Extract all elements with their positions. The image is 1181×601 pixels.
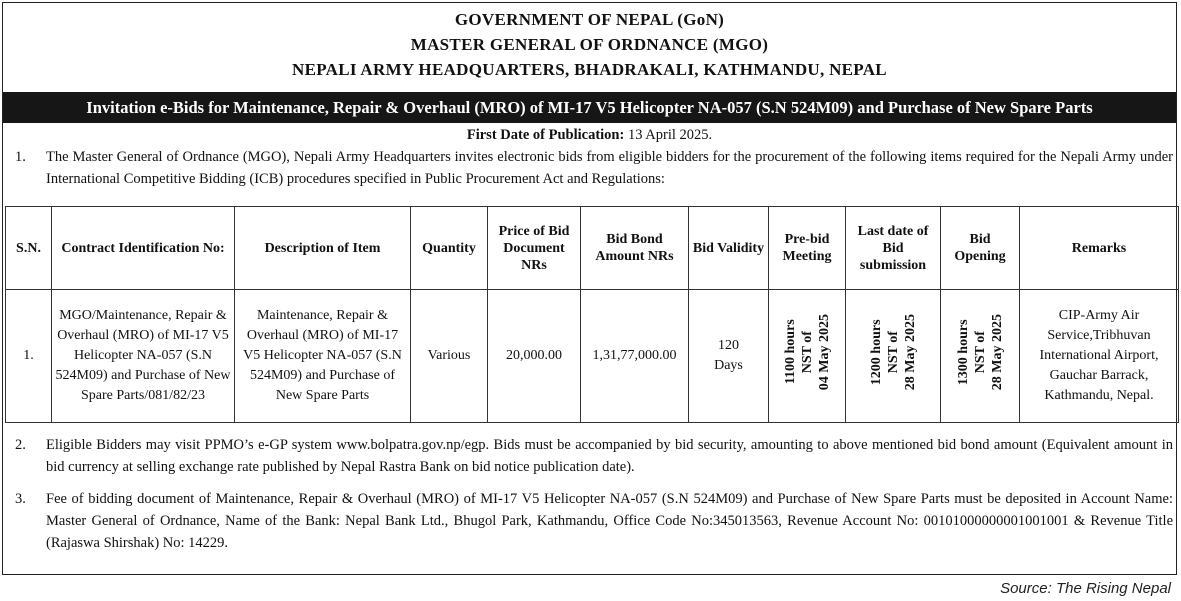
paragraph-2 bbox=[15, 434, 1173, 478]
paragraph-3-number: 3. bbox=[15, 491, 26, 507]
cell-lastdate bbox=[846, 290, 941, 423]
paragraph-2-text: Eligible Bidders may visit PPMO’s e-GP system www.bolpatra.gov.np/egp. Bids must be accompanied by bid security, amounting to above mentioned bid bond amount (Equivalent amount in bid currency at selling exchange rate published by Nepal Rastra Bank on bid notice publication date). bbox=[46, 437, 1173, 475]
table-row bbox=[6, 290, 1179, 423]
prebid-date: 04 May 2025 bbox=[816, 314, 832, 391]
header-bond: Bid Bond Amount NRs bbox=[581, 207, 689, 290]
header-government: GOVERNMENT OF NEPAL (GoN) bbox=[454, 10, 725, 29]
paragraph-3-text: Fee of bidding document of Maintenance, Repair & Overhaul (MRO) of MI-17 V5 Helicopter NA-057 (S.N 524M09) and Purchase of New Spare Parts must be deposited in Account Name: Master General of Ordnance, Name of the Bank: Nepal Bank Ltd., Bhugol Park, Kathmandu, Office Code No:345013563, Revenue Account No: 00101000000001001001 & Revenue Title (Rajaswa Shirshak) No: 14229. bbox=[46, 491, 1173, 551]
cell-bond: 1,31,77,000.00 bbox=[581, 290, 689, 423]
header-opening: Bid Opening bbox=[941, 207, 1020, 290]
publication-date bbox=[3, 127, 1176, 144]
header-contract: Contract Identification No: bbox=[52, 207, 235, 290]
prebid-time: 1100 hours bbox=[782, 320, 798, 385]
cell-contract: MGO/Maintenance, Repair & Overhaul (MRO) of MI-17 V5 Helicopter NA-057 (S.N 524M09) and Purchase of New Spare Parts/081/82/23 bbox=[52, 290, 235, 423]
source-credit: Source: The Rising Nepal bbox=[1000, 580, 1171, 597]
header-mgo: MASTER GENERAL OF ORDNANCE (MGO) bbox=[410, 35, 769, 54]
cell-price: 20,000.00 bbox=[488, 290, 581, 423]
paragraph-3 bbox=[15, 488, 1173, 554]
header-quantity: Quantity bbox=[411, 207, 488, 290]
lastdate-vertical-text bbox=[868, 314, 919, 390]
header-lastdate: Last date of Bid submission bbox=[846, 207, 941, 290]
paragraph-1 bbox=[15, 146, 1173, 190]
validity-value: 120 bbox=[718, 338, 739, 353]
lastdate-date: 28 May 2025 bbox=[902, 314, 918, 391]
paragraph-2-number: 2. bbox=[15, 437, 26, 453]
header-address: NEPALI ARMY HEADQUARTERS, BHADRAKALI, KATHMANDU, NEPAL bbox=[292, 60, 887, 79]
notice-title-banner: Invitation e-Bids for Maintenance, Repair & Overhaul (MRO) of MI-17 V5 Helicopter NA-057 (S.N 524M09) and Purchase of New Spare Parts bbox=[3, 92, 1176, 123]
header-description: Description of Item bbox=[235, 207, 411, 290]
opening-zone: NST of bbox=[972, 331, 988, 374]
paragraph-1-text: The Master General of Ordnance (MGO), Nepali Army Headquarters invites electronic bids from eligible bidders for the procurement of the following items required for the Nepali Army under International Competitive Bidding (ICB) procedures specified in Public Procurement Act and Regulations: bbox=[46, 149, 1173, 187]
cell-opening bbox=[941, 290, 1020, 423]
publication-label: First Date of Publication: bbox=[466, 127, 625, 143]
cell-remarks: CIP-Army Air Service,Tribhuvan International Airport, Gauchar Barrack, Kathmandu, Nepal. bbox=[1020, 290, 1179, 423]
opening-vertical-text bbox=[955, 314, 1006, 390]
notice-frame bbox=[2, 2, 1177, 575]
publication-date-value: 13 April 2025. bbox=[627, 127, 713, 143]
cell-validity bbox=[689, 290, 769, 423]
cell-sn: 1. bbox=[6, 290, 52, 423]
header-price: Price of Bid Document NRs bbox=[488, 207, 581, 290]
lastdate-zone: NST of bbox=[885, 331, 901, 374]
header-remarks: Remarks bbox=[1020, 207, 1179, 290]
cell-quantity: Various bbox=[411, 290, 488, 423]
prebid-vertical-text bbox=[782, 314, 833, 390]
prebid-zone: NST of bbox=[799, 331, 815, 374]
header-sn: S.N. bbox=[6, 207, 52, 290]
paragraph-1-number: 1. bbox=[15, 149, 26, 165]
validity-unit: Days bbox=[714, 358, 743, 373]
header-validity: Bid Validity bbox=[689, 207, 769, 290]
table-header-row bbox=[6, 207, 1179, 290]
header-prebid: Pre-bid Meeting bbox=[769, 207, 846, 290]
opening-time: 1300 hours bbox=[955, 319, 971, 386]
opening-date: 28 May 2025 bbox=[989, 314, 1005, 391]
cell-description: Maintenance, Repair & Overhaul (MRO) of MI-17 V5 Helicopter NA-057 (S.N 524M09) and Purchase of New Spare Parts bbox=[235, 290, 411, 423]
lastdate-time: 1200 hours bbox=[868, 319, 884, 386]
cell-prebid bbox=[769, 290, 846, 423]
bid-table bbox=[5, 206, 1179, 423]
